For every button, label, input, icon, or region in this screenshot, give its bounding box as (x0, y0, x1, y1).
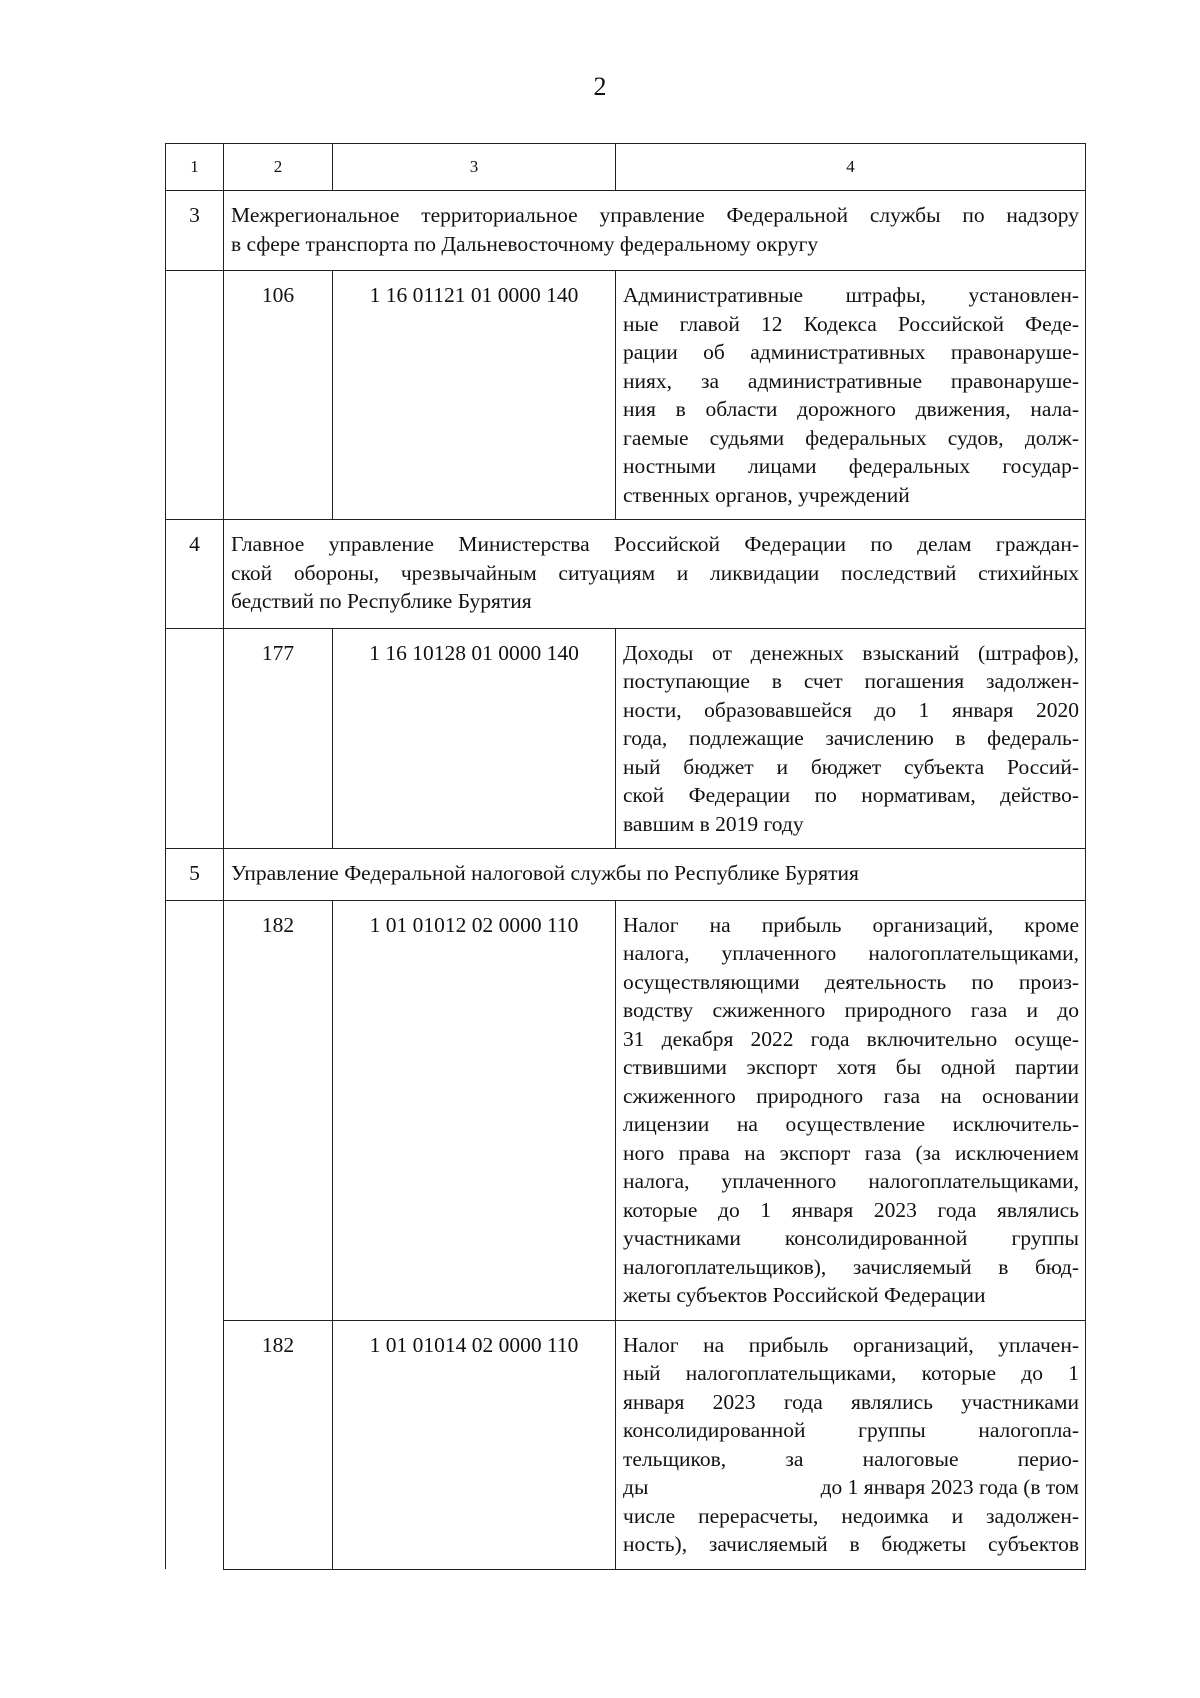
description-line: января 2023 года являлись участниками (623, 1389, 1079, 1414)
description-line: Налог на прибыль организаций, кроме (623, 912, 1079, 937)
administrator-code: 182 (224, 900, 333, 1320)
budget-classification-code: 1 01 01014 02 0000 110 (333, 1320, 616, 1569)
description-line: ственных органов, учреждений (623, 482, 910, 507)
description-line: поступающие в счет погашения задолжен- (623, 669, 1079, 693)
organization-name-line: Главное управление Министерства Российской Федерации по делам граждан- (231, 532, 1079, 556)
description-line: жеты субъектов Российской Федерации (623, 1283, 986, 1307)
description-line: сжиженного природного газа на основании (623, 1083, 1079, 1108)
description-line: которые до 1 января 2023 года являлись (623, 1197, 1079, 1222)
description-line: ные главой 12 Кодекса Российской Феде- (623, 311, 1079, 336)
description-line: года, подлежащие зачислению в федераль- (623, 726, 1079, 750)
description-line: ствившими экспорт хотя бы одной партии (623, 1055, 1079, 1079)
organization-row (166, 849, 1086, 901)
header-col-4: 4 (616, 144, 1086, 191)
description-line: рации об административных правонаруше- (623, 340, 1079, 364)
budget-classification-code: 1 16 01121 01 0000 140 (333, 271, 616, 520)
description-line: ностными лицами федеральных государ- (623, 454, 1079, 478)
description-line: консолидированной группы налогопла- (623, 1418, 1079, 1442)
budget-classification-code: 1 01 01012 02 0000 110 (333, 900, 616, 1320)
description-line: гаемые судьями федеральных судов, долж- (623, 425, 1079, 450)
description-line-part: до 1 января 2023 года (в том (820, 1475, 1079, 1499)
organization-name (224, 849, 1086, 901)
header-col-2: 2 (224, 144, 333, 191)
revenue-item-row (166, 900, 1086, 1320)
administrator-code: 106 (224, 271, 333, 520)
organization-name (224, 520, 1086, 629)
description-line: Доходы от денежных взысканий (штрафов), (623, 640, 1079, 665)
revenue-description (616, 1320, 1086, 1569)
description-line: ности, образовавшейся до 1 января 2020 (623, 697, 1079, 722)
description-line-part: ды (623, 1475, 649, 1499)
description-line: тельщиков, за налоговые перио- (623, 1446, 1079, 1471)
description-line: Налог на прибыль организаций, уплачен- (623, 1332, 1079, 1357)
table-header-row (166, 144, 1086, 191)
revenue-item-row (166, 271, 1086, 520)
description-line: ный налогоплательщиками, которые до 1 (623, 1361, 1079, 1385)
organization-name-line: Межрегиональное территориальное управление Федеральной службы по надзору (231, 203, 1079, 227)
description-line: налога, уплаченного налогоплательщиками, (623, 941, 1079, 965)
description-line: Административные штрафы, установлен- (623, 283, 1079, 307)
revenue-description (616, 628, 1086, 849)
description-line: ния в области дорожного движения, нала- (623, 397, 1079, 421)
description-line: налогоплательщиков), зачисляемый в бюд- (623, 1254, 1079, 1279)
organization-number: 5 (166, 849, 224, 901)
budget-classification-code: 1 16 10128 01 0000 140 (333, 628, 616, 849)
description-line: участниками консолидированной группы (623, 1226, 1079, 1250)
organization-number: 3 (166, 191, 224, 271)
description-line: ность), зачисляемый в бюджеты субъектов (623, 1532, 1079, 1556)
empty-cell (166, 900, 224, 1320)
description-line (623, 1473, 1079, 1502)
header-col-3: 3 (333, 144, 616, 191)
organization-row (166, 520, 1086, 629)
header-col-1: 1 (166, 144, 224, 191)
page-number: 2 (593, 72, 607, 101)
revenue-item-row (166, 1320, 1086, 1569)
empty-cell (166, 1320, 224, 1569)
description-line: лицензии на осуществление исключитель- (623, 1112, 1079, 1136)
description-line: водству сжиженного природного газа и до (623, 998, 1079, 1022)
description-line: вавшим в 2019 году (623, 811, 804, 836)
organization-number: 4 (166, 520, 224, 629)
administrator-code: 182 (224, 1320, 333, 1569)
description-line: ниях, за административные правонаруше- (623, 368, 1079, 393)
organization-name-line: бедствий по Республике Бурятия (231, 589, 532, 613)
organization-name-line: ской обороны, чрезвычайным ситуациям и ликвидации последствий стихийных (231, 560, 1079, 585)
description-line: осуществляющими деятельность по произ- (623, 969, 1079, 994)
revenue-codes-table (165, 143, 1086, 1570)
organization-name-line: Управление Федеральной налоговой службы по Республике Бурятия (231, 861, 859, 885)
organization-name-line: в сфере транспорта по Дальневосточному федеральному округу (231, 231, 819, 256)
revenue-description (616, 900, 1086, 1320)
administrator-code: 177 (224, 628, 333, 849)
description-line: ного права на экспорт газа (за исключением (623, 1140, 1079, 1165)
description-line: 31 декабря 2022 года включительно осуще- (623, 1026, 1079, 1051)
empty-cell (166, 628, 224, 849)
description-line: ный бюджет и бюджет субъекта Россий- (623, 754, 1079, 779)
empty-cell (166, 271, 224, 520)
revenue-description (616, 271, 1086, 520)
description-line: налога, уплаченного налогоплательщиками, (623, 1169, 1079, 1193)
revenue-item-row (166, 628, 1086, 849)
description-line: ской Федерации по нормативам, действо- (623, 783, 1079, 807)
organization-name (224, 191, 1086, 271)
organization-row (166, 191, 1086, 271)
description-line: числе перерасчеты, недоимка и задолжен- (623, 1503, 1079, 1528)
